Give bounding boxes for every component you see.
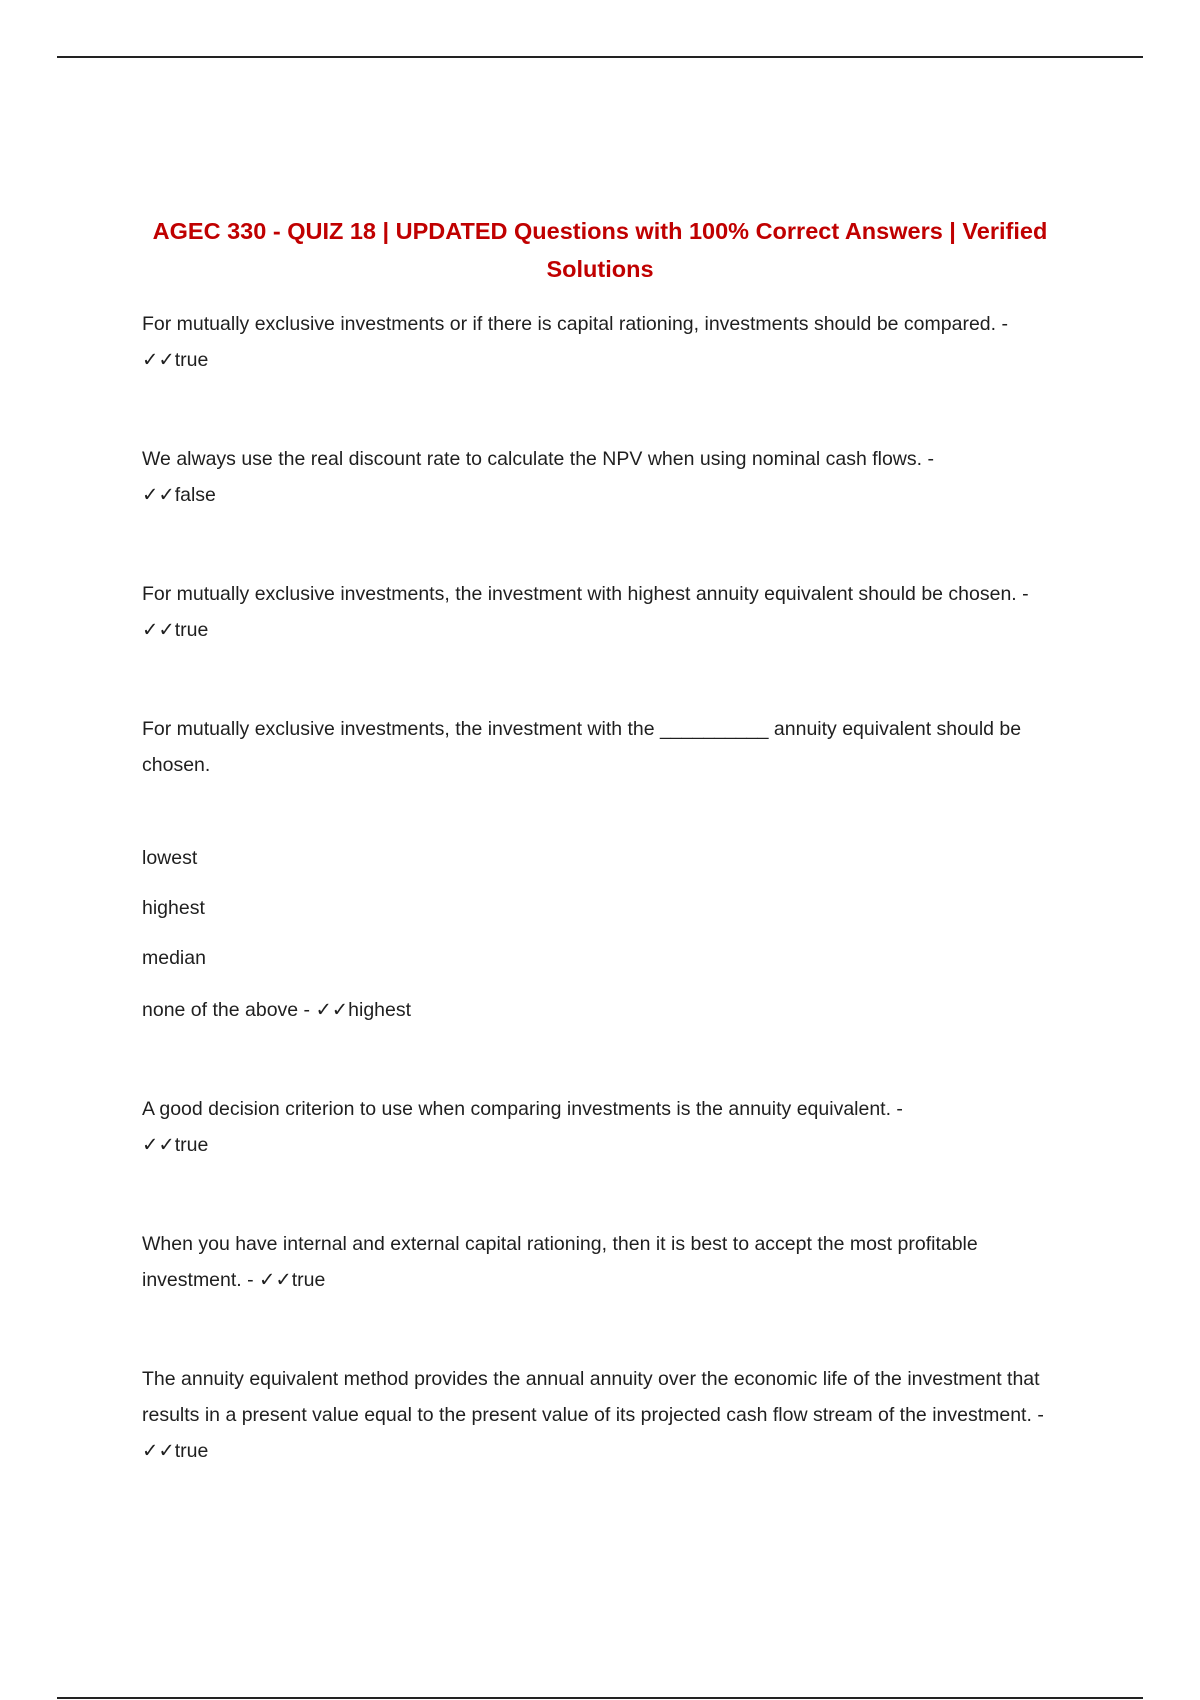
question-text: For mutually exclusive investments or if there is capital rationing, investments should be compared. - (142, 313, 1008, 335)
checkmark-icon: ✓✓ (142, 1133, 175, 1156)
header-rule (57, 56, 1143, 58)
option-item: lowest (142, 847, 198, 869)
checkmark-icon: ✓✓ (142, 483, 175, 506)
option-text: none of the above - (142, 999, 316, 1021)
question-3 (142, 576, 1062, 648)
option-item: highest (142, 897, 205, 919)
question-6 (142, 1226, 1062, 1298)
checkmark-icon: ✓✓ (142, 1439, 175, 1462)
question-4 (142, 711, 1062, 783)
question-text: The annuity equivalent method provides the annual annuity over the economic life of the investment that results in a present value equal to the present value of its projected cash flow stream of the investment. - (142, 1368, 1044, 1426)
question-text: We always use the real discount rate to calculate the NPV when using nominal cash flows. - (142, 448, 934, 470)
question-5 (142, 1091, 1062, 1163)
answer-text: true (174, 1440, 209, 1462)
footer-rule (57, 1697, 1143, 1699)
document-title: AGEC 330 - QUIZ 18 | UPDATED Questions with 100% Correct Answers | Verified Solutions (152, 218, 1048, 282)
question-text: For mutually exclusive investments, the investment with the __________ annuity equivalent should be chosen. (142, 718, 1022, 776)
checkmark-icon: ✓✓ (315, 999, 349, 1021)
checkmark-icon: ✓✓ (142, 348, 175, 371)
answer-text: true (174, 619, 209, 641)
checkmark-icon: ✓✓ (259, 1268, 292, 1291)
answer-text: true (174, 349, 209, 371)
question-2 (142, 441, 1062, 513)
question-text: A good decision criterion to use when comparing investments is the annuity equivalent. - (142, 1098, 903, 1120)
question-7 (142, 1361, 1062, 1469)
option-item-last (142, 995, 411, 1025)
option-item: median (142, 947, 206, 969)
answer-text: true (291, 1269, 326, 1291)
answer-text: false (174, 484, 216, 506)
question-text: When you have internal and external capital rationing, then it is best to accept the most profitable investment. - (142, 1233, 978, 1291)
answer-text: true (174, 1134, 209, 1156)
question-1 (142, 306, 1062, 378)
answer-text: highest (348, 999, 412, 1021)
question-text: For mutually exclusive investments, the investment with highest annuity equivalent should be chosen. - (142, 583, 1029, 605)
checkmark-icon: ✓✓ (142, 618, 175, 641)
